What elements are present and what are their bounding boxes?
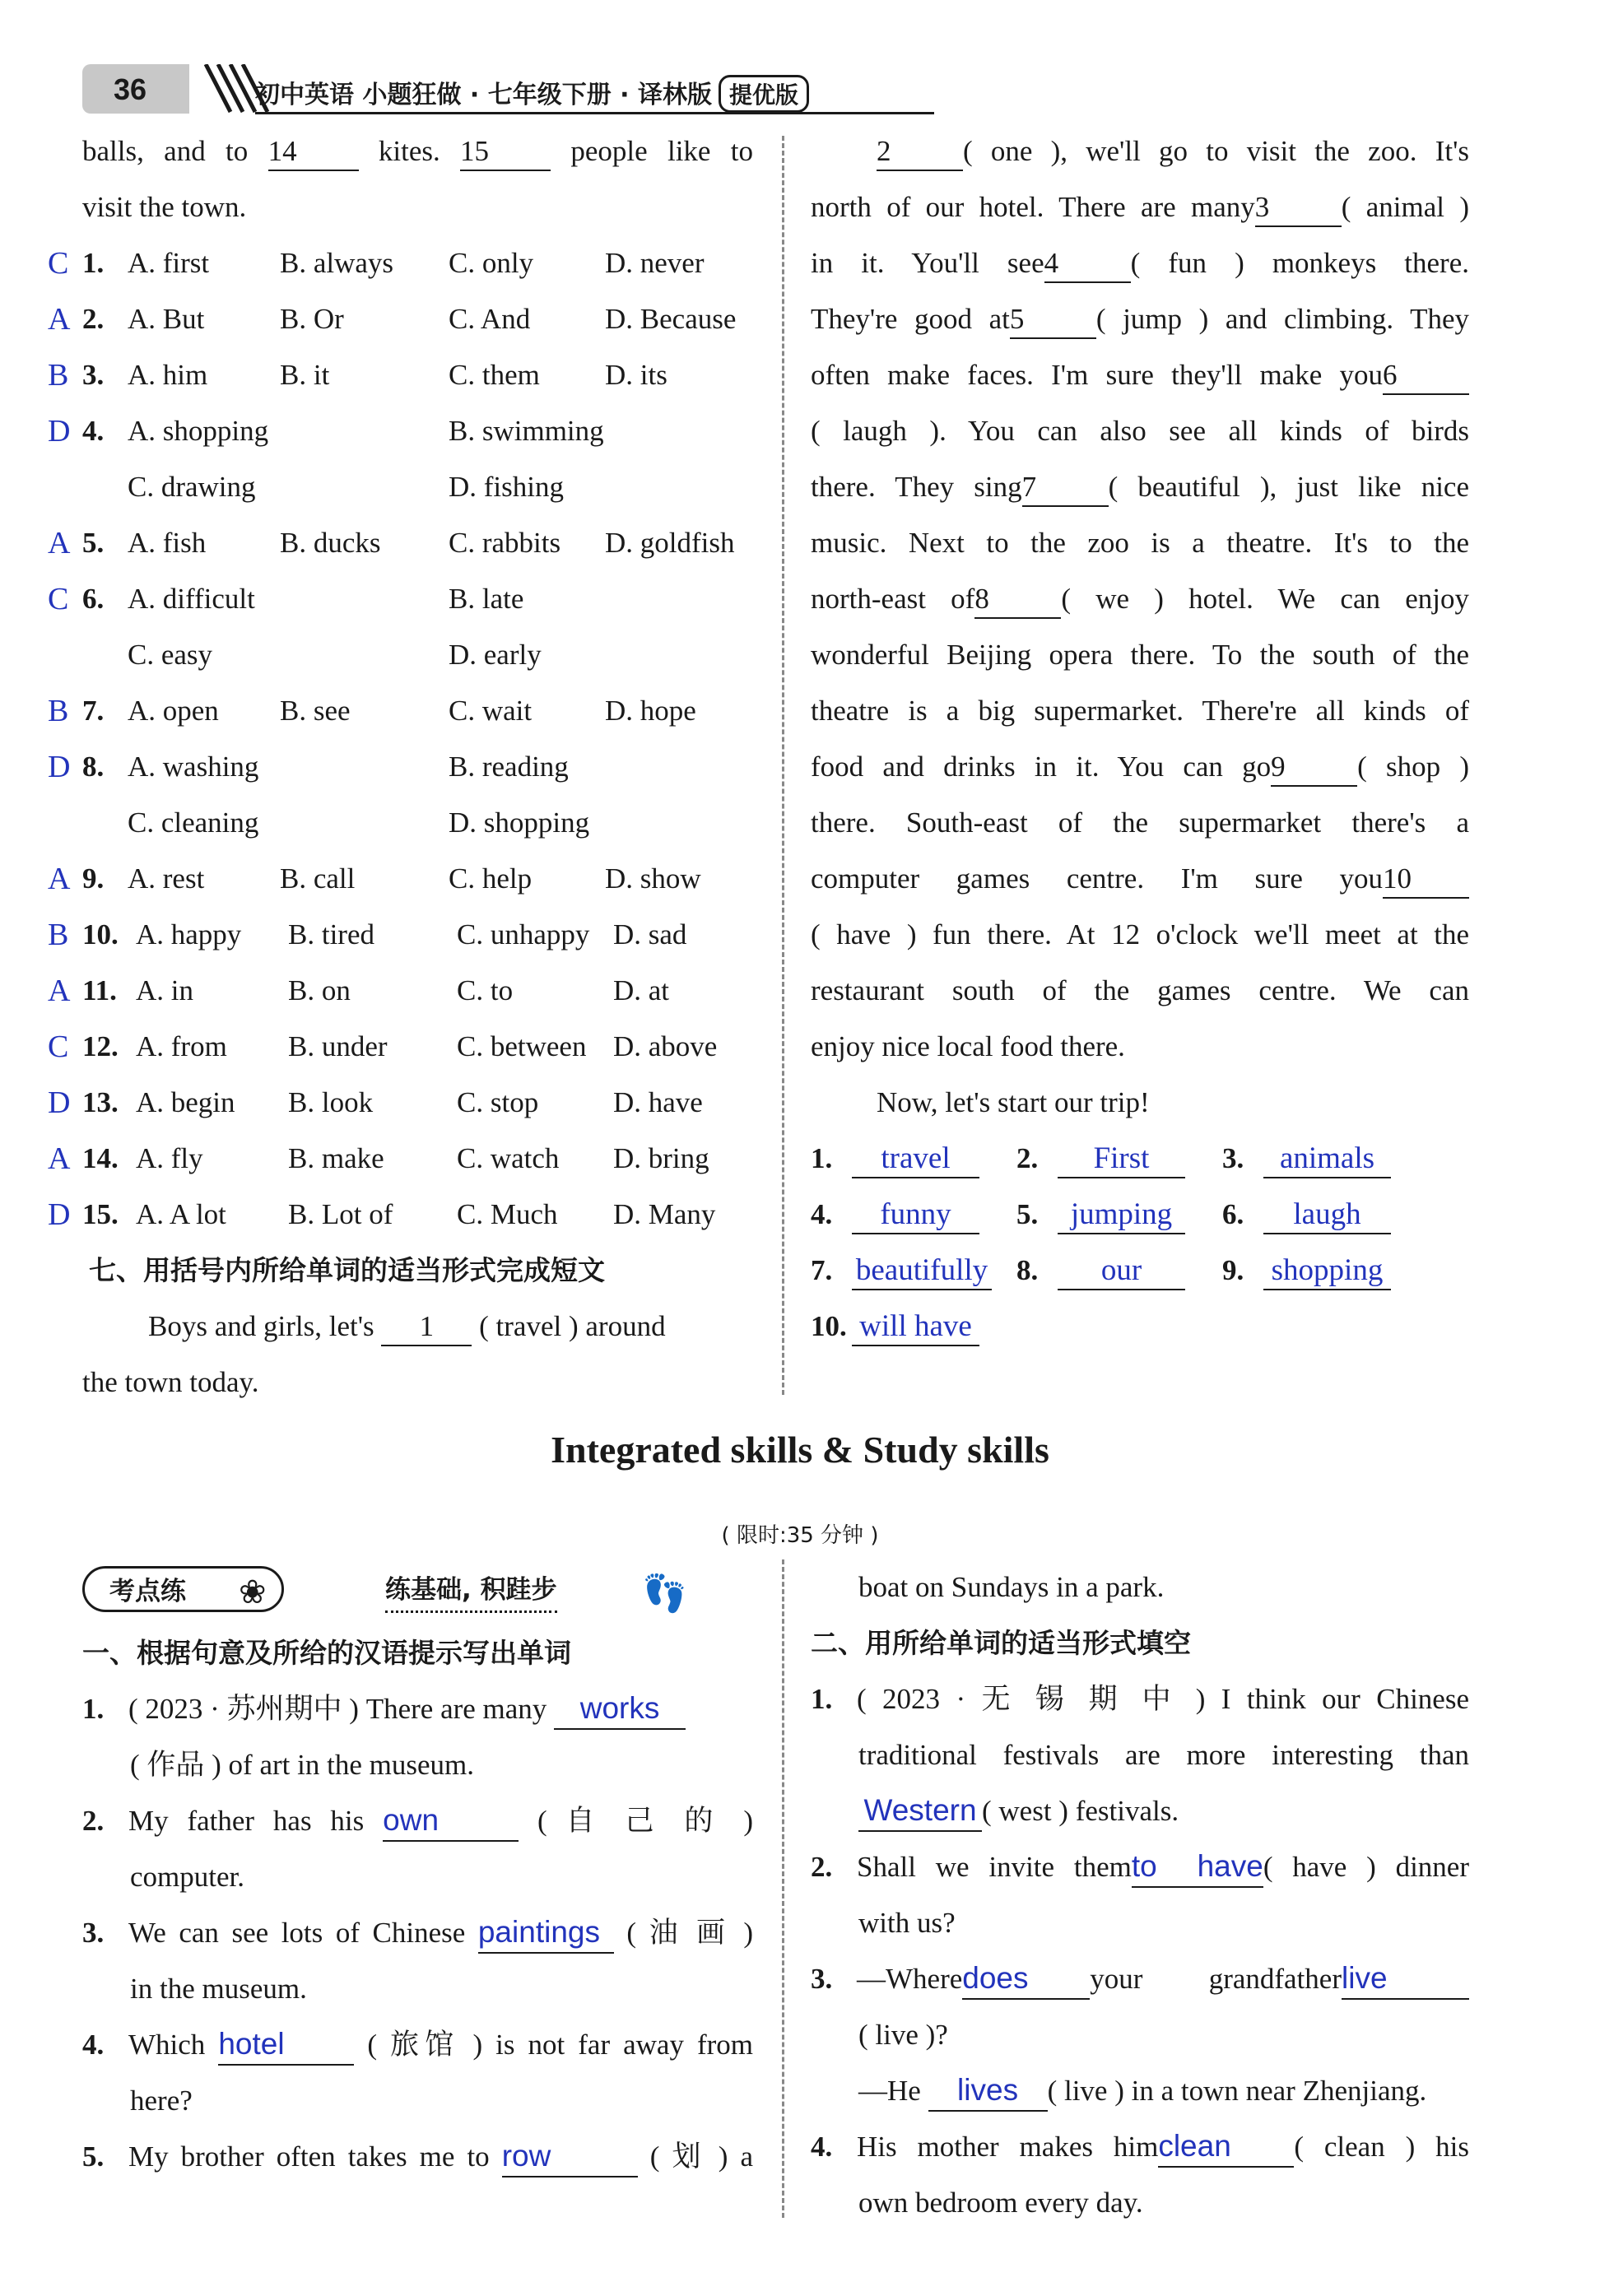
tag-bar (82, 1559, 753, 1625)
answer-item (1222, 1131, 1391, 1187)
question-number: 13. (82, 1086, 119, 1118)
answer-text: beautifully (852, 1253, 992, 1290)
item-number: 2. (82, 1805, 105, 1837)
option: B. late (449, 583, 524, 615)
answer-live: live (1342, 1959, 1469, 2000)
option: B. reading (449, 751, 569, 783)
question-row (48, 1187, 753, 1243)
section-title: Integrated skills & Study skills (551, 1429, 1049, 1471)
answer-row (811, 1131, 1469, 1187)
question-row (48, 683, 753, 739)
option: D. Because (605, 303, 737, 335)
lotus-icon: ❀ (239, 1573, 267, 1610)
passage-line: the town today. (82, 1366, 259, 1398)
answer-letter: C (48, 246, 69, 281)
answer-text: funny (852, 1197, 979, 1234)
question-number: 7. (82, 695, 105, 727)
passage-line: music. Next to the zoo is a theatre. It's to the (811, 527, 1469, 559)
option: C. only (449, 247, 534, 279)
text: food and drinks in it. You can go (811, 751, 1272, 783)
vocab-item (82, 2129, 753, 2185)
question-row (48, 1131, 753, 1187)
text: people like to (570, 135, 753, 167)
question-row (48, 403, 753, 459)
section-7-heading: 七、用括号内所给单词的适当形式完成短文 (89, 1254, 605, 1286)
time-limit: ( 限时:35 分钟 ) (721, 1523, 879, 1548)
passage-line: restaurant south of the games centre. We can (811, 974, 1469, 1006)
option: B. make (288, 1142, 384, 1174)
question-row-cont (82, 459, 753, 515)
question-row (48, 291, 753, 347)
section-1-heading: 一、根据句意及所给的汉语提示写出单词 (82, 1637, 571, 1669)
option: A. in (136, 974, 193, 1006)
text: computer games centre. I'm sure you (811, 862, 1383, 895)
vocab-item-cont: ( 作品 ) of art in the museum. (130, 1749, 474, 1781)
option: D. fishing (449, 471, 564, 503)
option: C. And (449, 303, 531, 335)
option: C. help (449, 862, 533, 895)
blank-2: 2 (877, 133, 963, 171)
text: ( 划 ) a (649, 2140, 753, 2173)
question-row (48, 571, 753, 627)
text: Boys and girls, let's (148, 1310, 374, 1342)
answer-item (811, 1131, 979, 1187)
page-header (82, 64, 905, 117)
tag-subtitle: 练基础, 积跬步 (385, 1569, 557, 1613)
answer-letter: B (48, 358, 69, 393)
option: B. under (288, 1030, 388, 1062)
form-item (811, 1839, 1469, 1895)
answer-item (1222, 1243, 1391, 1299)
answer-grid (811, 1131, 1469, 1355)
form-item-cont (811, 2063, 1469, 2119)
answer-text: animals (1263, 1141, 1391, 1178)
question-number: 10. (82, 918, 119, 950)
passage-closing: Now, let's start our trip! (877, 1086, 1150, 1118)
blank-5: 5 (1010, 301, 1096, 339)
column-divider-bottom (782, 1559, 784, 2218)
question-number: 15. (82, 1198, 119, 1230)
option: A. open (128, 695, 219, 727)
option: B. see (280, 695, 351, 727)
form-item-cont: with us? (858, 1907, 956, 1939)
blank-7: 7 (1022, 469, 1109, 507)
text: ( 自 己 的 ) (537, 1805, 754, 1837)
question-row (48, 235, 753, 291)
option: C. Much (457, 1198, 558, 1230)
option: B. look (288, 1086, 374, 1118)
option: A. But (128, 303, 205, 335)
option: C. them (449, 359, 540, 391)
option: A. difficult (128, 583, 255, 615)
vocab-item-cont: computer. (130, 1861, 244, 1893)
text: ( jump ) and climbing. They (1095, 303, 1470, 335)
blank-8: 8 (974, 581, 1061, 619)
item-number: 1. (82, 1693, 105, 1725)
choice-questions (48, 235, 753, 1243)
question-number: 1. (82, 247, 105, 279)
right-column-bottom (811, 1559, 1469, 2231)
option: D. show (605, 862, 701, 895)
passage-line (811, 179, 1469, 235)
passage-line (811, 123, 1469, 179)
answer-number: 10. (811, 1310, 847, 1342)
option: C. stop (457, 1086, 539, 1118)
left-column-bottom (82, 1559, 753, 2185)
option: C. unhappy (457, 918, 590, 950)
option: A. A lot (136, 1198, 226, 1230)
question-row (48, 515, 753, 571)
text: there. They sing (811, 471, 1022, 503)
text: north-east of (811, 583, 975, 615)
answer-letter: D (48, 750, 71, 784)
option: D. early (449, 639, 542, 671)
form-item-cont: traditional festivals are more interesting than (858, 1739, 1469, 1771)
answer-row: row (502, 2136, 638, 2177)
text: ( clean ) his (1294, 2131, 1470, 2163)
option: D. Many (613, 1198, 716, 1230)
passage-line (811, 291, 1469, 347)
passage-line (82, 1299, 753, 1355)
passage-line (811, 347, 1469, 403)
passage-line: ( laugh ). You can also see all kinds of birds (811, 415, 1469, 447)
text: His mother makes him (857, 2131, 1159, 2163)
text: Which (128, 2029, 206, 2061)
answer-text: travel (852, 1141, 979, 1178)
answer-item (1016, 1131, 1185, 1187)
passage-line: visit the town. (82, 191, 247, 223)
question-row-cont (82, 627, 753, 683)
answer-letter: A (48, 1141, 71, 1176)
text: ( 2023 · 苏州期中 ) There are many (128, 1693, 547, 1725)
answer-paintings: paintings (478, 1913, 614, 1954)
option: D. its (605, 359, 667, 391)
question-number: 5. (82, 527, 105, 559)
option: A. first (128, 247, 210, 279)
text: ( one ), we'll go to visit the zoo. It's (963, 135, 1469, 167)
answer-number: 3. (1222, 1142, 1244, 1174)
question-number: 3. (82, 359, 105, 391)
passage-line: theatre is a big supermarket. There're all kinds of (811, 695, 1469, 727)
question-row (48, 347, 753, 403)
form-item-cont: ( live )? (858, 2019, 948, 2051)
answer-text: will have (852, 1308, 979, 1346)
passage-line: ( have ) fun there. At 12 o'clock we'll meet at the (811, 918, 1469, 950)
answer-number: 4. (811, 1198, 833, 1230)
option: B. ducks (280, 527, 381, 559)
item-number: 4. (82, 2029, 105, 2061)
passage-line (811, 739, 1469, 795)
passage-line (82, 123, 753, 179)
blank-1: 1 (381, 1308, 472, 1346)
answer-lives: lives (928, 2071, 1048, 2112)
text: kites. (378, 135, 440, 167)
continued-line: boat on Sundays in a park. (858, 1571, 1165, 1603)
answer-letter: D (48, 1085, 71, 1120)
option: A. happy (136, 918, 242, 950)
answer-letter: B (48, 918, 69, 952)
option: D. never (605, 247, 705, 279)
option: C. cleaning (128, 806, 259, 839)
item-number: 3. (811, 1963, 833, 1995)
item-number: 1. (811, 1683, 833, 1715)
answer-letter: A (48, 974, 71, 1008)
form-item (811, 1951, 1469, 2007)
answer-text: our (1058, 1253, 1185, 1290)
section-2-heading: 二、用所给单词的适当形式填空 (811, 1627, 1191, 1659)
text: ( animal ) (1341, 191, 1469, 223)
text: north of our hotel. There are many (811, 191, 1255, 223)
footprint-icon: 👣 (642, 1573, 687, 1614)
answer-number: 7. (811, 1254, 833, 1286)
text: ( 旅馆 ) is not far away from (367, 2029, 754, 2061)
question-number: 11. (82, 974, 117, 1006)
option: B. call (280, 862, 356, 895)
answer-clean: clean (1158, 2126, 1294, 2168)
question-number: 6. (82, 583, 105, 615)
text: in it. You'll see (811, 247, 1044, 279)
text: balls, and to (82, 135, 249, 167)
answer-item (811, 1299, 979, 1355)
text: ( beautiful ), just like nice (1108, 471, 1469, 503)
option: C. rabbits (449, 527, 561, 559)
option: A. washing (128, 751, 259, 783)
answer-own: own (383, 1801, 519, 1842)
text: We can see lots of Chinese (128, 1917, 466, 1949)
edition-badge: 提优版 (719, 75, 809, 113)
option: B. tired (288, 918, 374, 950)
question-row (48, 963, 753, 1019)
column-divider-top (782, 136, 784, 1395)
answer-number: 8. (1016, 1254, 1039, 1286)
answer-item (1016, 1187, 1185, 1243)
text: ( 油 画 ) (626, 1917, 754, 1949)
blank-6: 6 (1383, 357, 1469, 395)
blank-4: 4 (1044, 245, 1131, 283)
question-number: 4. (82, 415, 105, 447)
answer-letter: A (48, 302, 71, 337)
blank-10: 10 (1383, 861, 1469, 899)
option: C. to (457, 974, 514, 1006)
answer-to-have: to have (1132, 1847, 1263, 1888)
option: C. watch (457, 1142, 560, 1174)
option: B. swimming (449, 415, 604, 447)
text: ( have ) dinner (1263, 1851, 1469, 1883)
text: ( fun ) monkeys there. (1130, 247, 1470, 279)
option: B. always (280, 247, 394, 279)
question-number: 9. (82, 862, 105, 895)
blank-14: 14 (268, 133, 359, 171)
answer-letter: A (48, 862, 71, 896)
question-number: 14. (82, 1142, 119, 1174)
passage (811, 123, 1469, 1075)
answer-letter: A (48, 526, 71, 560)
form-item (811, 1671, 1469, 1727)
passage-line (811, 571, 1469, 627)
answer-text: shopping (1263, 1253, 1391, 1290)
item-number: 2. (811, 1851, 833, 1883)
question-number: 8. (82, 751, 105, 783)
kaodian-tag: 考点练 (82, 1566, 284, 1612)
passage-line (811, 235, 1469, 291)
option: D. above (613, 1030, 718, 1062)
vocab-item (82, 1905, 753, 1961)
answer-letter: D (48, 414, 71, 449)
question-row (48, 851, 753, 907)
answer-text: laugh (1263, 1197, 1391, 1234)
question-row (48, 1019, 753, 1075)
answer-row (811, 1299, 1469, 1355)
answer-text: First (1058, 1141, 1185, 1178)
question-number: 12. (82, 1030, 119, 1062)
question-row (48, 1075, 753, 1131)
text: My brother often takes me to (128, 2140, 490, 2173)
question-row-cont (82, 795, 753, 851)
option: C. easy (128, 639, 213, 671)
answer-item (1016, 1243, 1185, 1299)
option: A. from (136, 1030, 227, 1062)
text: —He (858, 2075, 921, 2107)
passage-line: wonderful Beijing opera there. To the south of the (811, 639, 1469, 671)
passage-line (811, 459, 1469, 515)
text: ( travel ) around (479, 1310, 666, 1342)
option: A. shopping (128, 415, 269, 447)
text: My father has his (128, 1805, 365, 1837)
question-number: 2. (82, 303, 105, 335)
option: A. fish (128, 527, 207, 559)
passage-line (811, 851, 1469, 907)
answer-letter: C (48, 1029, 69, 1064)
option: D. at (613, 974, 670, 1006)
passage-line: enjoy nice local food there. (811, 1030, 1125, 1062)
answer-item (811, 1243, 992, 1299)
answer-row (811, 1243, 1469, 1299)
option: A. fly (136, 1142, 203, 1174)
text: They're good at (811, 303, 1010, 335)
header-title (255, 74, 809, 113)
text: ( we ) hotel. We can enjoy (1061, 583, 1469, 615)
answer-number: 6. (1222, 1198, 1244, 1230)
form-item (811, 2119, 1469, 2175)
option: D. goldfish (605, 527, 735, 559)
option: C. drawing (128, 471, 256, 503)
answer-number: 9. (1222, 1254, 1244, 1286)
vocab-item (82, 1681, 753, 1737)
answer-number: 5. (1016, 1198, 1039, 1230)
page-number: 36 (114, 72, 147, 106)
option: D. have (613, 1086, 703, 1118)
item-number: 3. (82, 1917, 105, 1949)
item-number: 4. (811, 2131, 833, 2163)
text: Shall we invite them (857, 1851, 1132, 1883)
option: A. him (128, 359, 208, 391)
text: —Where (857, 1963, 963, 1995)
option: B. Lot of (288, 1198, 393, 1230)
header-rule (255, 112, 934, 114)
question-row (48, 907, 753, 963)
answer-letter: C (48, 582, 69, 616)
option: D. shopping (449, 806, 590, 839)
form-item-cont (811, 1783, 1469, 1839)
answer-works: works (554, 1689, 686, 1730)
option: B. it (280, 359, 330, 391)
form-item-cont: own bedroom every day. (858, 2187, 1143, 2219)
blank-15: 15 (460, 133, 551, 171)
blank-9: 9 (1271, 749, 1357, 787)
answer-text: jumping (1058, 1197, 1185, 1234)
option: C. between (457, 1030, 587, 1062)
option: A. rest (128, 862, 205, 895)
answer-item (1222, 1187, 1391, 1243)
vocab-item (82, 2017, 753, 2073)
answer-number: 2. (1016, 1142, 1039, 1174)
text: often make faces. I'm sure they'll make you (811, 359, 1383, 391)
blank-3: 3 (1255, 189, 1342, 227)
form-items (811, 1671, 1469, 2231)
text: ( west ) festivals. (982, 1795, 1179, 1827)
option: D. hope (605, 695, 696, 727)
text: ( live ) in a town near Zhenjiang. (1047, 2075, 1427, 2107)
vocab-item-cont: here? (130, 2085, 193, 2117)
answer-western: Western (858, 1791, 982, 1832)
option: A. begin (136, 1086, 235, 1118)
answer-item (811, 1187, 979, 1243)
vocab-item-cont: in the museum. (130, 1973, 307, 2005)
option: B. Or (280, 303, 344, 335)
answer-number: 1. (811, 1142, 833, 1174)
option: B. on (288, 974, 351, 1006)
right-column-top (811, 123, 1469, 1355)
book-title: 初中英语 小题狂做 · 七年级下册 · 译林版 (255, 81, 713, 109)
option: C. wait (449, 695, 533, 727)
left-column-top (48, 123, 753, 1411)
option: D. sad (613, 918, 687, 950)
text: ( 2023 · 无 锡 期 中 ) I think our Chinese (857, 1683, 1469, 1715)
vocab-item (82, 1793, 753, 1849)
text: ( shop ) (1357, 751, 1469, 783)
answer-row (811, 1187, 1469, 1243)
answer-letter: B (48, 694, 69, 728)
answer-hotel: hotel (218, 2024, 354, 2066)
text: your grandfather (1090, 1963, 1342, 1995)
answer-does: does (962, 1959, 1090, 2000)
vocab-items (82, 1681, 753, 2185)
passage-line: there. South-east of the supermarket there's a (811, 806, 1469, 839)
question-row (48, 739, 753, 795)
option: D. bring (613, 1142, 709, 1174)
item-number: 5. (82, 2140, 105, 2173)
answer-letter: D (48, 1197, 71, 1232)
